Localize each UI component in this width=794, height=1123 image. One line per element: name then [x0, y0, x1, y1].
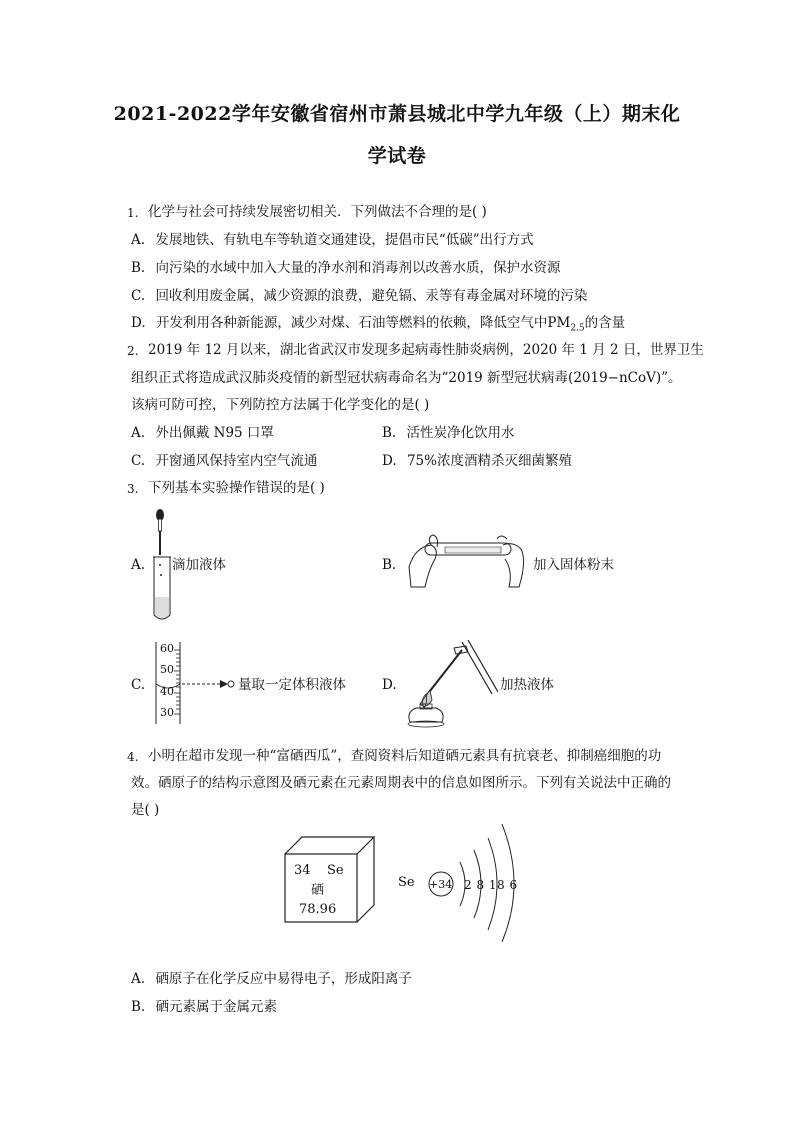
atom-shells: 2 8 18 6 [464, 878, 518, 892]
q2-line1: 2019 年 12 月以来，湖北省武汉市发现多起病毒性肺炎病例，2020 年 1 月 2 日，世界卫生 [148, 342, 704, 358]
q2-option-c-text: 开窗通风保持室内空气流通 [155, 453, 318, 469]
q3-option-d-label: D. [382, 677, 397, 693]
q1-option-a-text: 发展地铁、有轨电车等轨道交通建设，提倡市民“低碳”出行方式 [155, 232, 534, 248]
cylinder-tick-40: 40 [160, 685, 174, 698]
element-atomic-number: 34 [294, 863, 311, 878]
q2-option-d-text: 75%浓度酒精杀灭细菌繁殖 [406, 453, 572, 469]
q4-option-b-text: 硒元素属于金属元素 [155, 999, 278, 1015]
q2-option-c [131, 452, 317, 470]
q1-option-d-text: 开发利用各种新能源，减少对煤、石油等燃料的依赖，降低空气中PM [155, 315, 571, 331]
q4-option-b [131, 998, 277, 1016]
q2-line3: 该病可防可控，下列防控方法属于化学变化的是( ) [131, 397, 430, 413]
q2-option-c-label: C. [131, 453, 146, 469]
atom-nucleus: +34 [429, 878, 453, 891]
q3-option-b-text: 加入固体粉末 [533, 557, 614, 573]
q1-option-d-text-after: 的含量 [584, 315, 626, 331]
q4-line3: 是( ) [131, 802, 160, 818]
q2-option-d-label: D. [382, 453, 397, 469]
q2-option-b [382, 424, 515, 442]
q4-option-a-text: 硒原子在化学反应中易得电子，形成阳离子 [155, 971, 412, 987]
q3-option-b-label: B. [382, 557, 397, 573]
q1-number: 1. [127, 206, 139, 220]
element-symbol: Se [327, 863, 344, 878]
q1-stem: 化学与社会可持续发展密切相关．下列做法不合理的是( ) [148, 204, 487, 220]
q4-option-b-label: B. [131, 999, 146, 1015]
q4-option-a [131, 970, 412, 988]
q2-option-a [131, 424, 274, 442]
q1-option-b-text: 向污染的水域中加入大量的净水剂和消毒剂以改善水质，保护水资源 [155, 260, 561, 276]
q1-option-a-label: A. [131, 232, 146, 248]
q1-option-c-label: C. [131, 288, 146, 304]
q4-option-a-label: A. [131, 971, 146, 987]
q1-option-d [131, 314, 625, 338]
q3-number: 3. [127, 482, 139, 496]
element-name: 硒 [311, 883, 325, 898]
q3-option-c-text: 量取一定体积液体 [238, 677, 346, 693]
cylinder-tick-30: 30 [160, 706, 174, 719]
q1-option-d-subscript: 2.5 [570, 323, 585, 334]
q3-option-a-label: A. [131, 557, 146, 573]
element-mass: 78.96 [299, 902, 337, 917]
q1-option-d-label: D. [131, 315, 146, 331]
q3-option-c-label: C. [131, 677, 146, 693]
q1-option-c-text: 回收利用废金属，减少资源的浪费，避免镉、汞等有毒金属对环境的污染 [155, 288, 588, 304]
q2-option-b-label: B. [382, 425, 397, 441]
exam-title-line1: 2021-2022学年安徽省宿州市萧县城北中学九年级（上）期末化 [113, 103, 681, 125]
cylinder-tick-60: 60 [160, 642, 174, 655]
q1-option-b [131, 259, 561, 277]
q2-line2: 组织正式将造成武汉肺炎疫情的新型冠状病毒命名为“2019 新型冠状病毒(2019−nCoV)”。 [131, 370, 682, 386]
q4-line1: 小明在超市发现一种“富硒西瓜”，查阅资料后知道硒元素具有抗衰老、抑制癌细胞的功 [148, 748, 662, 764]
q4-line2: 效。硒原子的结构示意图及硒元素在元素周期表中的信息如图所示。下列有关说法中正确的 [131, 775, 671, 791]
q1-option-b-label: B. [131, 260, 146, 276]
q3-option-d-text: 加热液体 [500, 677, 554, 693]
heating-liquid-figure [402, 638, 498, 730]
exam-title-line2: 学试卷 [367, 145, 427, 167]
q3-option-a-text: 滴加液体 [172, 557, 226, 573]
q3-stem: 下列基本实验操作错误的是( ) [148, 480, 325, 496]
q2-number: 2. [127, 344, 139, 358]
q2-option-a-text: 外出佩戴 N95 口罩 [155, 425, 274, 441]
atom-symbol: Se [398, 875, 415, 890]
q2-option-a-label: A. [131, 425, 146, 441]
q2-option-d [382, 452, 572, 470]
powder-adding-figure [405, 527, 530, 592]
q2-option-b-text: 活性炭净化饮用水 [406, 425, 515, 441]
cylinder-tick-50: 50 [160, 663, 174, 676]
q4-number: 4. [127, 750, 139, 764]
q1-option-c [131, 287, 587, 305]
q1-option-a [131, 231, 534, 249]
